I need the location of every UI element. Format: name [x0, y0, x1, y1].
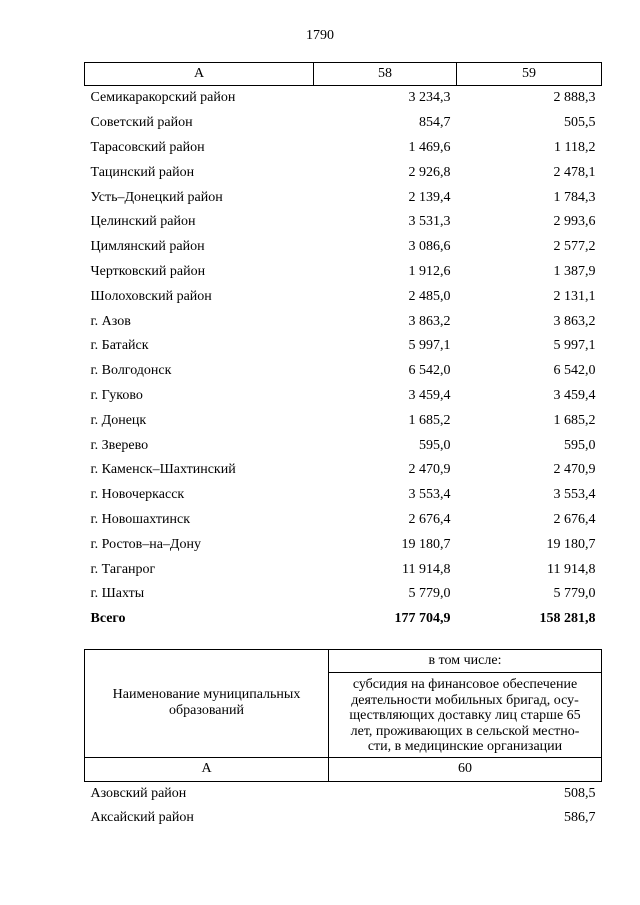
table-row: [85, 260, 602, 285]
table-row: [85, 111, 602, 136]
table-row: [85, 136, 602, 161]
value-58: 3 086,6: [408, 239, 451, 255]
value-59: 1 784,3: [553, 189, 596, 205]
value-58: 1 469,6: [408, 139, 451, 155]
table-row: [85, 508, 602, 533]
header-row-letters: [85, 757, 602, 781]
total-row: [85, 607, 602, 632]
value-58: 2 676,4: [408, 511, 451, 527]
value-59: 2 676,4: [553, 511, 596, 527]
value-58: 854,7: [419, 115, 451, 131]
table-row: [85, 433, 602, 458]
municipality-name: г. Гуково: [90, 387, 143, 403]
municipality-name: Советский район: [90, 115, 193, 131]
page-number: 1790: [306, 28, 334, 43]
value-59: 1 387,9: [553, 263, 596, 279]
municipality-name: Аксайский район: [90, 810, 194, 826]
table-row: [85, 86, 602, 111]
value-58: 177 704,9: [394, 611, 451, 627]
table-row: [85, 781, 602, 806]
municipality-name: г. Новошахтинск: [90, 511, 191, 527]
value-58: 3 234,3: [408, 90, 451, 106]
municipality-name: г. Новочеркасск: [90, 487, 185, 503]
subsidy-table-58-59: [84, 62, 602, 632]
value-58: 5 779,0: [408, 586, 451, 602]
header-group-including: в том числе:: [329, 650, 602, 673]
municipality-name: г. Каменск–Шахтинский: [90, 462, 236, 478]
value-59: 3 553,4: [553, 487, 596, 503]
table-row: [85, 160, 602, 185]
value-59: 2 577,2: [553, 239, 596, 255]
value-59: 2 131,1: [553, 288, 596, 304]
value-59: 595,0: [564, 437, 596, 453]
table-row: [85, 235, 602, 260]
municipality-name: Всего: [90, 611, 126, 627]
municipality-name: г. Ростов–на–Дону: [90, 536, 201, 552]
table-row: [85, 334, 602, 359]
value-59: 19 180,7: [546, 536, 596, 552]
value-59: 3 863,2: [553, 313, 596, 329]
municipality-name: Целинский район: [90, 214, 196, 230]
value-59: 2 470,9: [553, 462, 596, 478]
value-58: 5 997,1: [408, 338, 451, 354]
value-58: 3 531,3: [408, 214, 451, 230]
table-row: [85, 185, 602, 210]
table-row: [85, 359, 602, 384]
value-58: 3 553,4: [408, 487, 451, 503]
value-59: 3 459,4: [553, 387, 596, 403]
table-row: [85, 557, 602, 582]
header-row-group: [85, 650, 602, 673]
value-59: 2 993,6: [553, 214, 596, 230]
table-row: [85, 532, 602, 557]
value-59: 2 478,1: [553, 164, 596, 180]
value-58: 19 180,7: [401, 536, 451, 552]
header-column-60: 60: [329, 757, 602, 781]
value-58: 2 485,0: [408, 288, 451, 304]
value-58: 595,0: [419, 437, 451, 453]
value-59: 1 685,2: [553, 412, 596, 428]
municipality-name: г. Таганрог: [90, 561, 156, 577]
header-municipality-letter: А: [85, 63, 314, 86]
value-59: 1 118,2: [554, 139, 596, 155]
header-municipality-name: Наименование муниципальных образований: [85, 650, 329, 758]
table-row: [85, 384, 602, 409]
municipality-name: г. Шахты: [90, 586, 145, 602]
municipality-name: г. Волгодонск: [90, 363, 172, 379]
table-body: [85, 781, 602, 831]
municipality-name: г. Батайск: [90, 338, 149, 354]
value-58: 2 470,9: [408, 462, 451, 478]
header-column-59: 59: [457, 63, 602, 86]
municipality-name: Усть–Донецкий район: [90, 189, 223, 205]
value-58: 3 863,2: [408, 313, 451, 329]
table-row: [85, 582, 602, 607]
header-letter-a: А: [85, 757, 329, 781]
value-59: 6 542,0: [553, 363, 596, 379]
value-58: 1 912,6: [408, 263, 451, 279]
subsidy-table-60: [84, 649, 602, 831]
municipality-name: Азовский район: [90, 785, 187, 801]
value-59: 5 779,0: [553, 586, 596, 602]
municipality-name: г. Зверево: [90, 437, 149, 453]
municipality-name: Цимлянский район: [90, 239, 205, 255]
table-row: [85, 458, 602, 483]
table-row: [85, 284, 602, 309]
value-58: 11 914,8: [402, 561, 451, 577]
table-body: [85, 86, 602, 632]
value-58: 2 139,4: [408, 189, 451, 205]
value-59: 2 888,3: [553, 90, 596, 106]
value-59: 5 997,1: [553, 338, 596, 354]
table-row: [85, 806, 602, 831]
value-59: 158 281,8: [539, 611, 596, 627]
table-row: [85, 408, 602, 433]
value-60: 586,7: [564, 810, 596, 826]
table-header-row: [85, 63, 602, 86]
value-58: 6 542,0: [408, 363, 451, 379]
value-58: 3 459,4: [408, 387, 451, 403]
value-59: 505,5: [564, 115, 596, 131]
municipality-name: Тацинский район: [90, 164, 195, 180]
value-58: 1 685,2: [408, 412, 451, 428]
municipality-name: г. Донецк: [90, 412, 147, 428]
table-row: [85, 483, 602, 508]
municipality-name: Шолоховский район: [90, 288, 212, 304]
header-column-58: 58: [314, 63, 457, 86]
value-58: 2 926,8: [408, 164, 451, 180]
municipality-name: Семикаракорский район: [90, 90, 236, 106]
municipality-name: г. Азов: [90, 313, 131, 329]
table-row: [85, 309, 602, 334]
table-row: [85, 210, 602, 235]
value-60: 508,5: [564, 785, 596, 801]
header-column-description: субсидия на финансовое обеспечение деятельности мобильных бригад, осу-ществляющих доставку лиц старше 65 лет, проживающих в сельской местно-сти, в медицинские организации: [329, 673, 602, 758]
value-59: 11 914,8: [547, 561, 596, 577]
municipality-name: Тарасовский район: [90, 139, 205, 155]
municipality-name: Чертковский район: [90, 263, 206, 279]
